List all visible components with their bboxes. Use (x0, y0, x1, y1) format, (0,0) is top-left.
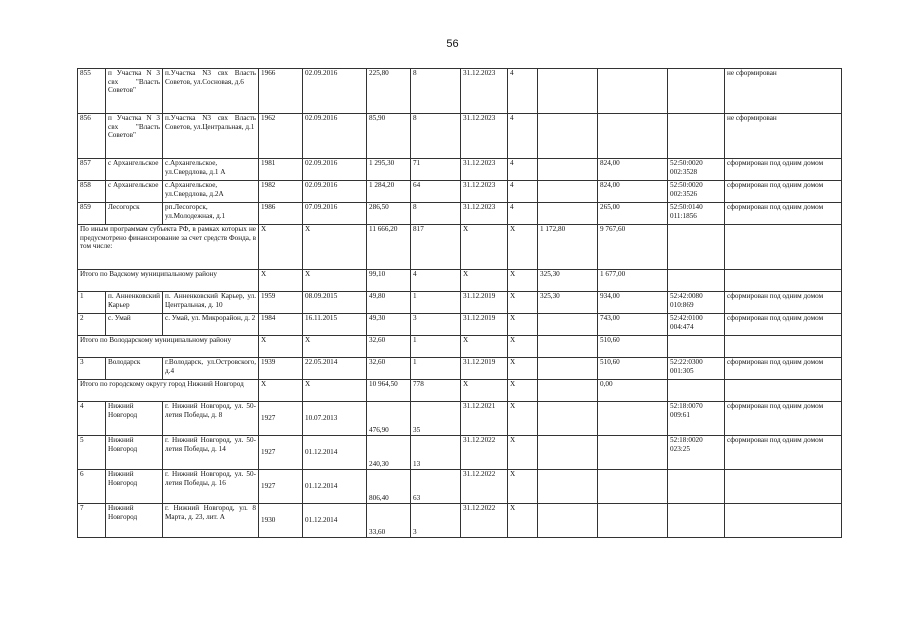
recognition-date-cell: 02.09.2016 (303, 114, 367, 159)
stage-cell: X (508, 270, 538, 292)
cadastral-number-cell (668, 336, 725, 358)
subtotal-row (78, 270, 842, 292)
build-year-cell: X (259, 336, 303, 358)
area-cell: 99,10 (367, 270, 411, 292)
build-year-cell: 1986 (259, 203, 303, 225)
recognition-date-cell: X (303, 225, 367, 270)
area-cell: 85,90 (367, 114, 411, 159)
housing-register-table (77, 68, 842, 538)
cost-a-cell (538, 69, 598, 114)
settlement-cell: п Участка N 3 свх "Власть Советов" (106, 69, 163, 114)
stage-cell: X (508, 504, 538, 538)
table-row (78, 159, 842, 181)
land-status-cell (725, 270, 842, 292)
cost-b-cell: 824,00 (598, 181, 668, 203)
area-cell: 10 964,50 (367, 380, 411, 402)
cost-a-cell: 325,30 (538, 270, 598, 292)
residents-cell: 63 (411, 470, 461, 504)
cadastral-number-cell (668, 380, 725, 402)
build-year-cell: 1927 (259, 402, 303, 436)
residents-cell: 3 (411, 314, 461, 336)
subtotal-row (78, 380, 842, 402)
land-status-cell (725, 470, 842, 504)
land-status-cell: сформирован под одним домом (725, 358, 842, 380)
subtotal-label: Итого по Вадскому муниципальному району (78, 270, 259, 292)
land-status-cell (725, 504, 842, 538)
deadline-cell: 31.12.2022 (461, 504, 508, 538)
address-cell: г.Володарск, ул.Островского, д.4 (163, 358, 259, 380)
cost-a-cell (538, 436, 598, 470)
residents-cell: 778 (411, 380, 461, 402)
residents-cell: 8 (411, 114, 461, 159)
cost-b-cell (598, 504, 668, 538)
area-cell: 32,60 (367, 336, 411, 358)
row-number-cell: 3 (78, 358, 106, 380)
table-row (78, 358, 842, 380)
area-cell: 11 666,20 (367, 225, 411, 270)
build-year-cell: 1939 (259, 358, 303, 380)
land-status-cell: сформирован под одним домом (725, 314, 842, 336)
area-cell: 1 295,30 (367, 159, 411, 181)
residents-cell: 1 (411, 336, 461, 358)
deadline-cell: 31.12.2019 (461, 292, 508, 314)
address-cell: с.Архангельское, ул.Свердлова, д.2А (163, 181, 259, 203)
subtotal-label: По иным программам субъекта РФ, в рамках которых не предусмотрено финансирование за счет средств Фонда, в том числе: (78, 225, 259, 270)
cadastral-number-cell: 52:50:0140 011:1856 (668, 203, 725, 225)
area-cell: 476,90 (367, 402, 411, 436)
recognition-date-cell: 01.12.2014 (303, 436, 367, 470)
residents-cell: 64 (411, 181, 461, 203)
area-cell: 49,30 (367, 314, 411, 336)
settlement-cell: Нижний Новгород (106, 402, 163, 436)
cadastral-number-cell: 52:50:0020 002:3526 (668, 181, 725, 203)
cost-b-cell: 265,00 (598, 203, 668, 225)
address-cell: г. Нижний Новгород, ул. 50-летия Победы, д. 14 (163, 436, 259, 470)
cadastral-number-cell: 52:18:0070 009:61 (668, 402, 725, 436)
area-cell: 286,50 (367, 203, 411, 225)
build-year-cell: X (259, 270, 303, 292)
cadastral-number-cell (668, 504, 725, 538)
cost-a-cell (538, 314, 598, 336)
residents-cell: 4 (411, 270, 461, 292)
address-cell: п.Участка N3 свх Власть Советов, ул.Сосновая, д.6 (163, 69, 259, 114)
deadline-cell: 31.12.2023 (461, 203, 508, 225)
cadastral-number-cell: 52:18:0020 023:25 (668, 436, 725, 470)
cost-b-cell: 510,60 (598, 336, 668, 358)
deadline-cell: 31.12.2023 (461, 114, 508, 159)
address-cell: с.Архангельское, ул.Свердлова, д.1 А (163, 159, 259, 181)
residents-cell: 1 (411, 358, 461, 380)
land-status-cell: не сформирован (725, 114, 842, 159)
settlement-cell: Нижний Новгород (106, 504, 163, 538)
settlement-cell: п. Анненковский Карьер (106, 292, 163, 314)
land-status-cell: сформирован под одним домом (725, 159, 842, 181)
table-row (78, 470, 842, 504)
table-row (78, 292, 842, 314)
build-year-cell: 1966 (259, 69, 303, 114)
cost-b-cell (598, 470, 668, 504)
table-row (78, 504, 842, 538)
cost-b-cell: 9 767,60 (598, 225, 668, 270)
deadline-cell: 31.12.2023 (461, 69, 508, 114)
settlement-cell: п Участка N 3 свх "Власть Советов" (106, 114, 163, 159)
subtotal-row (78, 336, 842, 358)
cost-a-cell (538, 504, 598, 538)
row-number-cell: 859 (78, 203, 106, 225)
cost-a-cell (538, 470, 598, 504)
cost-a-cell: 325,30 (538, 292, 598, 314)
address-cell: рп.Лесогорск, ул.Молодежная, д.1 (163, 203, 259, 225)
table-body (78, 69, 842, 538)
area-cell: 33,60 (367, 504, 411, 538)
row-number-cell: 855 (78, 69, 106, 114)
cost-b-cell (598, 114, 668, 159)
cadastral-number-cell (668, 225, 725, 270)
deadline-cell: 31.12.2023 (461, 159, 508, 181)
recognition-date-cell: 01.12.2014 (303, 504, 367, 538)
residents-cell: 8 (411, 69, 461, 114)
recognition-date-cell: 02.09.2016 (303, 159, 367, 181)
settlement-cell: с. Умай (106, 314, 163, 336)
cost-b-cell (598, 402, 668, 436)
cost-a-cell (538, 336, 598, 358)
deadline-cell: 31.12.2022 (461, 470, 508, 504)
build-year-cell: 1927 (259, 470, 303, 504)
deadline-cell: 31.12.2023 (461, 181, 508, 203)
land-status-cell: сформирован под одним домом (725, 203, 842, 225)
table-row (78, 69, 842, 114)
cost-a-cell (538, 159, 598, 181)
cadastral-number-cell: 52:22:0300 001:305 (668, 358, 725, 380)
recognition-date-cell: 10.07.2013 (303, 402, 367, 436)
address-cell: г. Нижний Новгород, ул. 50-летия Победы, д. 16 (163, 470, 259, 504)
settlement-cell: с Архангельское (106, 159, 163, 181)
page-number: 56 (446, 38, 459, 50)
recognition-date-cell: 08.09.2015 (303, 292, 367, 314)
address-cell: г. Нижний Новгород, ул. 50-летия Победы, д. 8 (163, 402, 259, 436)
recognition-date-cell: 02.09.2016 (303, 181, 367, 203)
stage-cell: X (508, 336, 538, 358)
cost-b-cell: 743,00 (598, 314, 668, 336)
stage-cell: X (508, 402, 538, 436)
cost-a-cell (538, 358, 598, 380)
residents-cell: 35 (411, 402, 461, 436)
cost-b-cell: 1 677,00 (598, 270, 668, 292)
area-cell: 1 284,20 (367, 181, 411, 203)
area-cell: 49,80 (367, 292, 411, 314)
address-cell: п.Участка N3 свх Власть Советов, ул.Центральная, д.1 (163, 114, 259, 159)
recognition-date-cell: 01.12.2014 (303, 470, 367, 504)
table-row (78, 436, 842, 470)
cadastral-number-cell: 52:42:0100 004:474 (668, 314, 725, 336)
stage-cell: 4 (508, 181, 538, 203)
residents-cell: 13 (411, 436, 461, 470)
cost-a-cell: 1 172,80 (538, 225, 598, 270)
recognition-date-cell: X (303, 270, 367, 292)
settlement-cell: Володарск (106, 358, 163, 380)
land-status-cell (725, 336, 842, 358)
land-status-cell: не сформирован (725, 69, 842, 114)
row-number-cell: 7 (78, 504, 106, 538)
cadastral-number-cell (668, 69, 725, 114)
deadline-cell: X (461, 225, 508, 270)
deadline-cell: 31.12.2021 (461, 402, 508, 436)
land-status-cell: сформирован под одним домом (725, 181, 842, 203)
subtotal-label: Итого по городскому округу город Нижний Новгород (78, 380, 259, 402)
stage-cell: X (508, 314, 538, 336)
area-cell: 225,80 (367, 69, 411, 114)
stage-cell: X (508, 358, 538, 380)
cost-a-cell (538, 402, 598, 436)
address-cell: п. Анненковский Карьер, ул. Центральная, д. 10 (163, 292, 259, 314)
build-year-cell: 1981 (259, 159, 303, 181)
build-year-cell: 1982 (259, 181, 303, 203)
settlement-cell: с Архангельское (106, 181, 163, 203)
residents-cell: 3 (411, 504, 461, 538)
build-year-cell: X (259, 380, 303, 402)
deadline-cell: X (461, 270, 508, 292)
recognition-date-cell: 16.11.2015 (303, 314, 367, 336)
deadline-cell: 31.12.2022 (461, 436, 508, 470)
stage-cell: X (508, 436, 538, 470)
build-year-cell: 1959 (259, 292, 303, 314)
row-number-cell: 858 (78, 181, 106, 203)
row-number-cell: 857 (78, 159, 106, 181)
table-row (78, 402, 842, 436)
deadline-cell: 31.12.2019 (461, 358, 508, 380)
table-row (78, 114, 842, 159)
address-cell: г. Нижний Новгород, ул. 8 Марта, д. 23, лит. А (163, 504, 259, 538)
stage-cell: X (508, 470, 538, 504)
deadline-cell: X (461, 380, 508, 402)
row-number-cell: 856 (78, 114, 106, 159)
build-year-cell: 1930 (259, 504, 303, 538)
row-number-cell: 1 (78, 292, 106, 314)
recognition-date-cell: X (303, 380, 367, 402)
residents-cell: 817 (411, 225, 461, 270)
land-status-cell (725, 225, 842, 270)
build-year-cell: 1927 (259, 436, 303, 470)
cost-b-cell (598, 436, 668, 470)
residents-cell: 71 (411, 159, 461, 181)
table-row (78, 314, 842, 336)
cadastral-number-cell (668, 114, 725, 159)
stage-cell: X (508, 225, 538, 270)
stage-cell: 4 (508, 114, 538, 159)
settlement-cell: Лесогорск (106, 203, 163, 225)
stage-cell: X (508, 380, 538, 402)
area-cell: 32,60 (367, 358, 411, 380)
table-row (78, 203, 842, 225)
build-year-cell: X (259, 225, 303, 270)
settlement-cell: Нижний Новгород (106, 436, 163, 470)
area-cell: 806,40 (367, 470, 411, 504)
deadline-cell: X (461, 336, 508, 358)
row-number-cell: 4 (78, 402, 106, 436)
land-status-cell: сформирован под одним домом (725, 436, 842, 470)
build-year-cell: 1984 (259, 314, 303, 336)
cost-b-cell (598, 69, 668, 114)
row-number-cell: 6 (78, 470, 106, 504)
recognition-date-cell: 22.05.2014 (303, 358, 367, 380)
cost-b-cell: 510,60 (598, 358, 668, 380)
stage-cell: 4 (508, 159, 538, 181)
subtotal-label: Итого по Володарскому муниципальному району (78, 336, 259, 358)
recognition-date-cell: 07.09.2016 (303, 203, 367, 225)
cadastral-number-cell (668, 270, 725, 292)
deadline-cell: 31.12.2019 (461, 314, 508, 336)
land-status-cell: сформирован под одним домом (725, 292, 842, 314)
residents-cell: 8 (411, 203, 461, 225)
stage-cell: 4 (508, 203, 538, 225)
settlement-cell: Нижний Новгород (106, 470, 163, 504)
area-cell: 240,30 (367, 436, 411, 470)
land-status-cell: сформирован под одним домом (725, 402, 842, 436)
cadastral-number-cell (668, 470, 725, 504)
cadastral-number-cell: 52:50:0020 002:3528 (668, 159, 725, 181)
table-row (78, 181, 842, 203)
build-year-cell: 1962 (259, 114, 303, 159)
cadastral-number-cell: 52:42:0080 010:869 (668, 292, 725, 314)
cost-b-cell: 824,00 (598, 159, 668, 181)
cost-b-cell: 934,00 (598, 292, 668, 314)
row-number-cell: 5 (78, 436, 106, 470)
residents-cell: 1 (411, 292, 461, 314)
subtotal-row (78, 225, 842, 270)
stage-cell: 4 (508, 69, 538, 114)
cost-a-cell (538, 203, 598, 225)
cost-a-cell (538, 181, 598, 203)
recognition-date-cell: X (303, 336, 367, 358)
cost-b-cell: 0,00 (598, 380, 668, 402)
land-status-cell (725, 380, 842, 402)
row-number-cell: 2 (78, 314, 106, 336)
recognition-date-cell: 02.09.2016 (303, 69, 367, 114)
cost-a-cell (538, 380, 598, 402)
address-cell: с. Умай, ул. Микрорайон, д. 2 (163, 314, 259, 336)
cost-a-cell (538, 114, 598, 159)
stage-cell: X (508, 292, 538, 314)
